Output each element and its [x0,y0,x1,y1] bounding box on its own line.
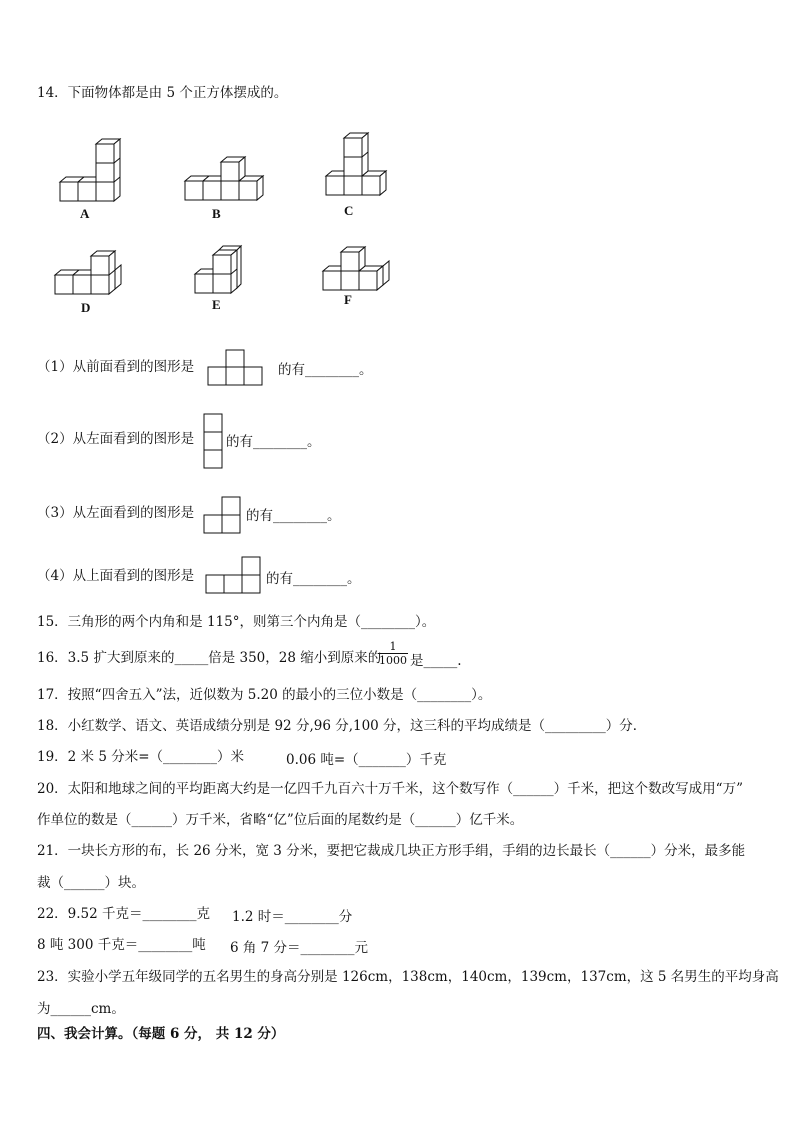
q14-sub3-prefix: （3）从左面看到的图形是 [37,505,195,521]
figure-b-cubes [183,155,267,203]
figure-e-cubes [193,241,249,297]
figure-b-label: B [212,206,221,221]
figure-f-cubes [321,246,393,294]
q22-part-b: 1.2 时＝________分 [232,909,353,925]
figure-d-label: D [81,300,91,315]
q16-fraction-numerator: 1 [389,640,397,653]
figure-f-label: F [344,292,352,307]
left-view-shape-2 [203,413,225,469]
front-view-shape-1 [207,349,265,387]
q15-text: 15．三角形的两个内角和是 115°，则第三个内角是（________）。 [37,614,436,630]
q16-fraction-denominator: 1000 [379,654,407,667]
q21-line1: 21．一块长方形的布，长 26 分米，宽 3 分米，要把它裁成几块正方形手绢，手绢的边长最长（______）分米，最多能 [37,843,746,859]
q14-prompt: 14．下面物体都是由 5 个正方体摆成的。 [37,85,288,101]
q14-sub1-prefix: （1）从前面看到的图形是 [37,359,195,375]
q14-sub2-suffix: 的有________。 [226,434,321,450]
q22-part-a: 22．9.52 千克＝________克 [37,906,211,922]
q14-sub1-suffix: 的有________。 [278,362,373,378]
section-4-heading: 四、我会计算。（每题 6 分， 共 12 分） [37,1026,285,1042]
q23-line2: 为______cm。 [37,1001,125,1017]
figure-d-cubes [53,249,129,297]
figure-a-cubes [58,140,124,204]
figure-c-cubes [324,136,390,200]
q17-text: 17．按照“四舍五入”法，近似数为 5.20 的最小的三位小数是（________）。 [37,687,492,703]
q23-line1: 23．实验小学五年级同学的五名男生的身高分别是 126cm，138cm，140cm，139cm，137cm，这 5 名男生的平均身高 [37,969,779,985]
q21-line2: 裁（______）块。 [37,875,145,891]
q20-line1: 20．太阳和地球之间的平均距离大约是一亿四千九百六十万千米，这个数写作（______）千米，把这个数改写成用“万” [37,781,743,797]
q18-text: 18．小红数学、语文、英语成绩分别是 92 分,96 分,100 分，这三科的平均成绩是（_________）分． [37,718,647,734]
q22-part-d: 6 角 7 分＝________元 [230,940,369,956]
top-view-shape-4 [205,556,263,596]
q14-sub4-prefix: （4）从上面看到的图形是 [37,568,195,584]
figure-c-label: C [344,203,354,218]
q14-sub4-suffix: 的有________。 [266,571,361,587]
q14-sub3-suffix: 的有________。 [246,508,341,524]
q16-fraction [378,640,408,668]
left-view-shape-3 [203,496,243,536]
q16-prefix: 16．3.5 扩大到原来的_____倍是 350，28 缩小到原来的 [37,650,382,666]
q19-part-a: 19．2 米 5 分米=（________）米 [37,749,245,765]
q16-suffix: 是_____. [410,653,462,669]
q19-part-b: 0.06 吨=（_______）千克 [286,752,447,768]
figure-e-label: E [212,297,221,312]
q14-sub2-prefix: （2）从左面看到的图形是 [37,431,195,447]
q20-line2: 作单位的数是（______）万千米，省略“亿”位后面的尾数约是（______）亿千米。 [37,812,524,828]
q22-part-c: 8 吨 300 千克＝________吨 [37,937,206,953]
figure-a-label: A [80,206,90,221]
